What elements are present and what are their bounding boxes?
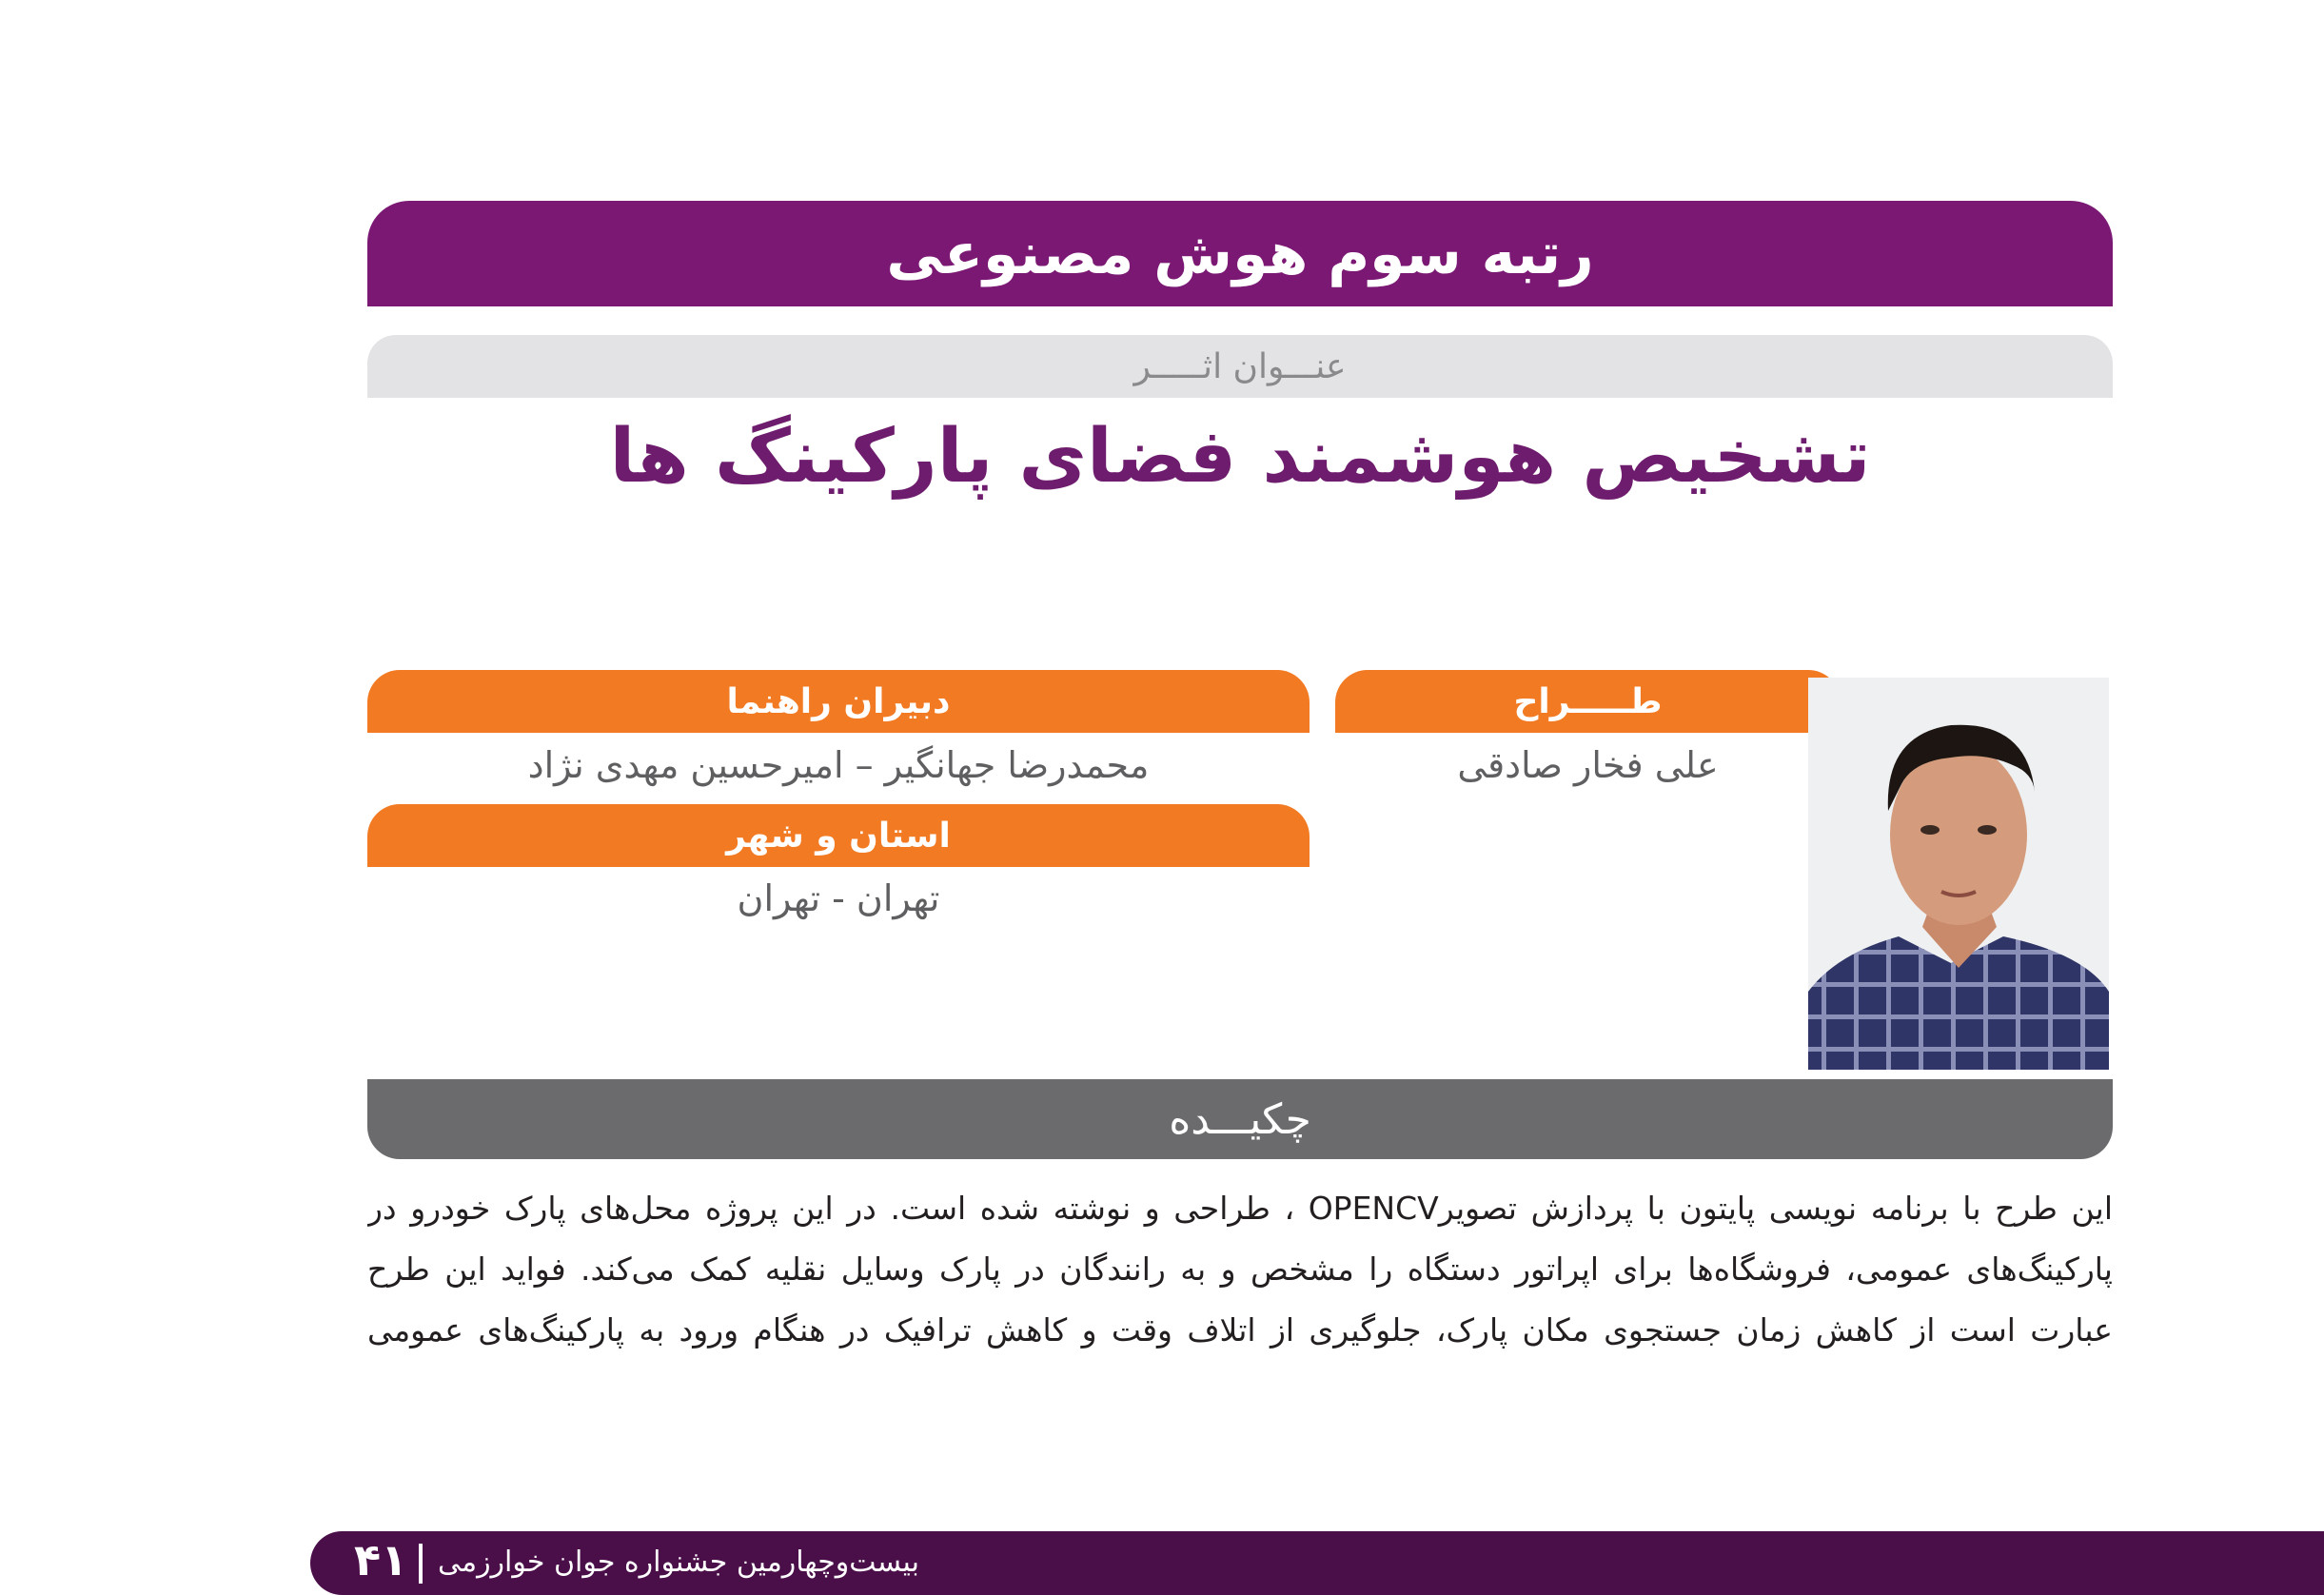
festival-name: بیست‌وچهارمین جشنواره جوان خوارزمی	[438, 1546, 919, 1579]
abstract-line: عبارت است از کاهش زمان جستجوی مکان پارک، جلوگیری از اتلاف وقت و کاهش ترافیک در هنگام ورود به پارکینگ‌های عمومی	[367, 1311, 2113, 1349]
designer-name: علی فخار صادقی	[1457, 744, 1719, 786]
rank-title: رتبه سوم هوش مصنوعی	[886, 220, 1594, 287]
province-header	[367, 804, 1310, 867]
designer-photo	[1808, 678, 2109, 1070]
advisors-names: محمدرضا جهانگیر – امیرحسین مهدی نژاد	[527, 744, 1150, 786]
project-title: تشخیص هوشمند فضای پارکینگ ها	[609, 414, 1871, 500]
province-value: تهران - تهران	[737, 877, 940, 919]
province-label: استان و شهر	[726, 816, 951, 856]
abstract-line: پارکینگ‌های عمومی، فروشگاه‌ها برای اپراتور دستگاه را مشخص و به رانندگان در پارک وسایل نقلیه کمک می‌کند. فواید این طرح	[367, 1250, 2113, 1288]
abstract-line: این طرح با برنامه نویسی پایتون با پردازش تصویرOPENCV ، طراحی و نوشته شده است. در این پروژه محل‌های پارک خودرو در	[367, 1190, 2113, 1227]
footer-divider	[419, 1544, 423, 1584]
advisors-label: دبیران راهنما	[726, 681, 951, 721]
designer-header	[1335, 670, 1841, 733]
designer-label: طـــــراح	[1513, 681, 1663, 721]
page-number: ۴۱	[354, 1534, 408, 1585]
abstract-body	[367, 1178, 2113, 1361]
work-title-label-bar	[367, 335, 2113, 398]
work-title-label: عنـــوان اثـــــر	[1133, 346, 1347, 386]
abstract-label: چکیـــده	[1169, 1094, 1311, 1144]
advisors-header	[367, 670, 1310, 733]
abstract-header	[367, 1079, 2113, 1159]
rank-banner	[367, 201, 2113, 306]
